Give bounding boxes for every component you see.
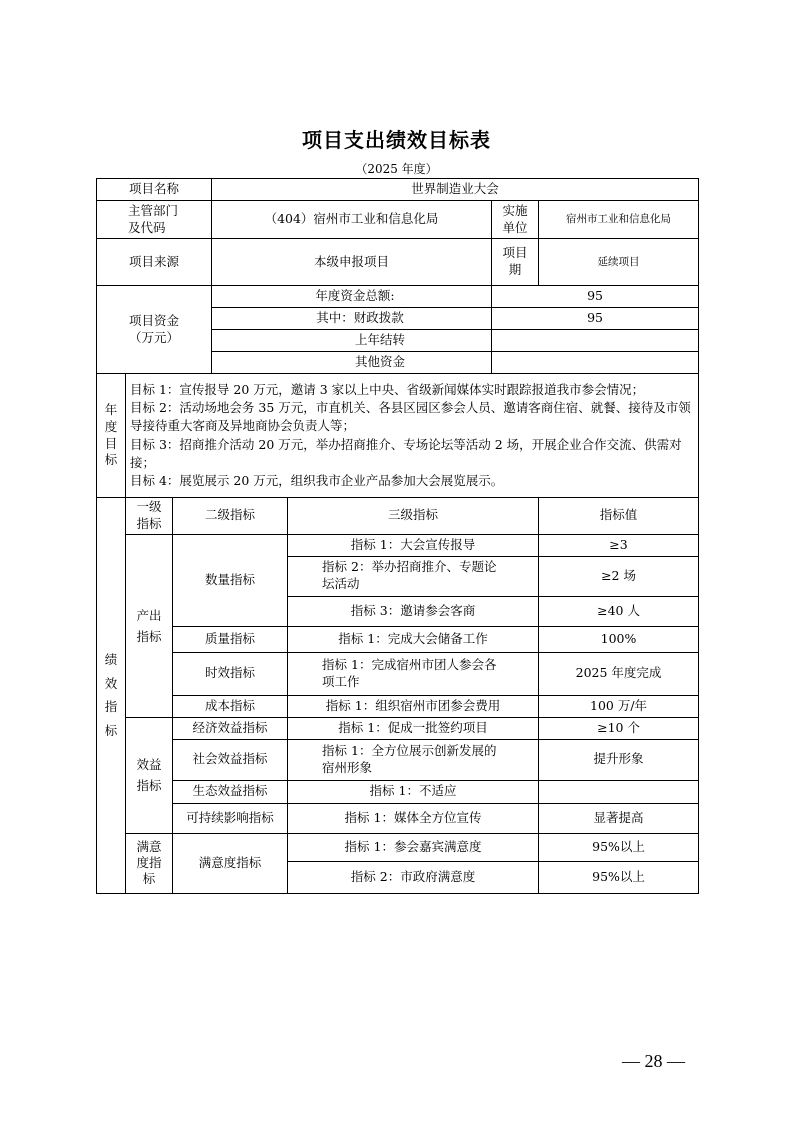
benefit-indicator-label: 效益指标 xyxy=(126,717,173,833)
project-name-label: 项目名称 xyxy=(97,179,212,201)
funds-label: 项目资金（万元） xyxy=(97,286,212,374)
goal-item: 目标 2：活动场地会务 35 万元，市直机关、各县区园区参会人员、邀请客商住宿、就餐、接待及市领导接待重大客商及异地商协会负责人等； xyxy=(130,400,691,434)
funds-row-value: 95 xyxy=(492,286,699,308)
funds-row-label: 其他资金 xyxy=(212,352,492,374)
level3-cell: 指标 1：完成大会储备工作 xyxy=(288,626,539,652)
value-cell: ≥3 xyxy=(539,534,699,556)
level3-cell: 指标 3：邀请参会客商 xyxy=(288,596,539,626)
output-indicator-label: 产出指标 xyxy=(126,534,173,717)
level2-quantity: 数量指标 xyxy=(173,534,288,626)
level2-sustainable: 可持续影响指标 xyxy=(173,803,288,833)
value-cell: 100% xyxy=(539,626,699,652)
header-value: 指标值 xyxy=(539,498,699,535)
dept-label: 主管部门及代码 xyxy=(97,201,212,239)
funds-row-value: 95 xyxy=(492,308,699,330)
funds-row-value xyxy=(492,352,699,374)
value-cell: 100 万/年 xyxy=(539,695,699,717)
header-level3: 三级指标 xyxy=(288,498,539,535)
level2-satisfaction: 满意度指标 xyxy=(173,833,288,893)
goal-item: 目标 1：宣传报导 20 万元，邀请 3 家以上中央、省级新闻媒体实时跟踪报道我市参会情况； xyxy=(130,382,645,398)
funds-row-value xyxy=(492,330,699,352)
level3-cell: 指标 1：大会宣传报导 xyxy=(288,534,539,556)
value-cell: 显著提高 xyxy=(539,803,699,833)
funds-row-label: 其中：财政拨款 xyxy=(212,308,492,330)
source-value: 本级申报项目 xyxy=(212,239,492,286)
indicators-label: 绩效指标 xyxy=(97,498,126,894)
level3-cell: 指标 1：不适应 xyxy=(288,780,539,803)
level2-social: 社会效益指标 xyxy=(173,739,288,780)
funds-row-label: 上年结转 xyxy=(212,330,492,352)
level3-cell: 指标 1：参会嘉宾满意度 xyxy=(288,833,539,861)
goal-item: 目标 4：展览展示 20 万元，组织我市企业产品参加大会展览展示。 xyxy=(130,472,504,488)
value-cell: 95%以上 xyxy=(539,833,699,861)
project-name-value: 世界制造业大会 xyxy=(212,179,699,201)
level2-cost: 成本指标 xyxy=(173,695,288,717)
level3-cell: 指标 1：完成宿州市团人参会各项工作 xyxy=(288,652,539,695)
period-label: 项目期 xyxy=(492,239,539,286)
value-cell xyxy=(539,780,699,803)
goal-item: 目标 3：招商推介活动 20 万元，举办招商推介、专场论坛等活动 2 场，开展企业合作交流、供需对接； xyxy=(130,436,682,470)
level2-quality: 质量指标 xyxy=(173,626,288,652)
value-cell: 95%以上 xyxy=(539,861,699,893)
year-label: （2025 年度） xyxy=(355,162,438,176)
source-label: 项目来源 xyxy=(97,239,212,286)
value-cell: ≥10 个 xyxy=(539,717,699,739)
level2-economic: 经济效益指标 xyxy=(173,717,288,739)
annual-goals-label: 年度目标 xyxy=(97,374,126,498)
value-cell: ≥2 场 xyxy=(539,556,699,596)
level3-cell: 指标 1：全方位展示创新发展的宿州形象 xyxy=(288,739,539,780)
impl-value: 宿州市工业和信息化局 xyxy=(539,201,699,239)
performance-table xyxy=(96,178,699,894)
header-level2: 二级指标 xyxy=(173,498,288,535)
level3-cell: 指标 2：举办招商推介、专题论坛活动 xyxy=(288,556,539,596)
level3-cell: 指标 1：媒体全方位宣传 xyxy=(288,803,539,833)
level3-cell: 指标 1：促成一批签约项目 xyxy=(288,717,539,739)
page-title: 项目支出绩效目标表 xyxy=(302,128,491,152)
satisfaction-indicator-label: 满意度指标 xyxy=(126,833,173,893)
level3-cell: 指标 2：市政府满意度 xyxy=(288,861,539,893)
value-cell: 2025 年度完成 xyxy=(539,652,699,695)
header-level1: 一级指标 xyxy=(126,498,173,535)
value-cell: ≥40 人 xyxy=(539,596,699,626)
level3-cell: 指标 1：组织宿州市团参会费用 xyxy=(288,695,539,717)
period-value: 延续项目 xyxy=(539,239,699,286)
funds-row-label: 年度资金总额: xyxy=(212,286,492,308)
dept-value: （404）宿州市工业和信息化局 xyxy=(212,201,492,239)
level2-ecological: 生态效益指标 xyxy=(173,780,288,803)
level2-timeliness: 时效指标 xyxy=(173,652,288,695)
page-number: — 28 — xyxy=(622,1051,685,1071)
annual-goals-content xyxy=(126,374,699,498)
value-cell: 提升形象 xyxy=(539,739,699,780)
impl-label: 实施单位 xyxy=(492,201,539,239)
